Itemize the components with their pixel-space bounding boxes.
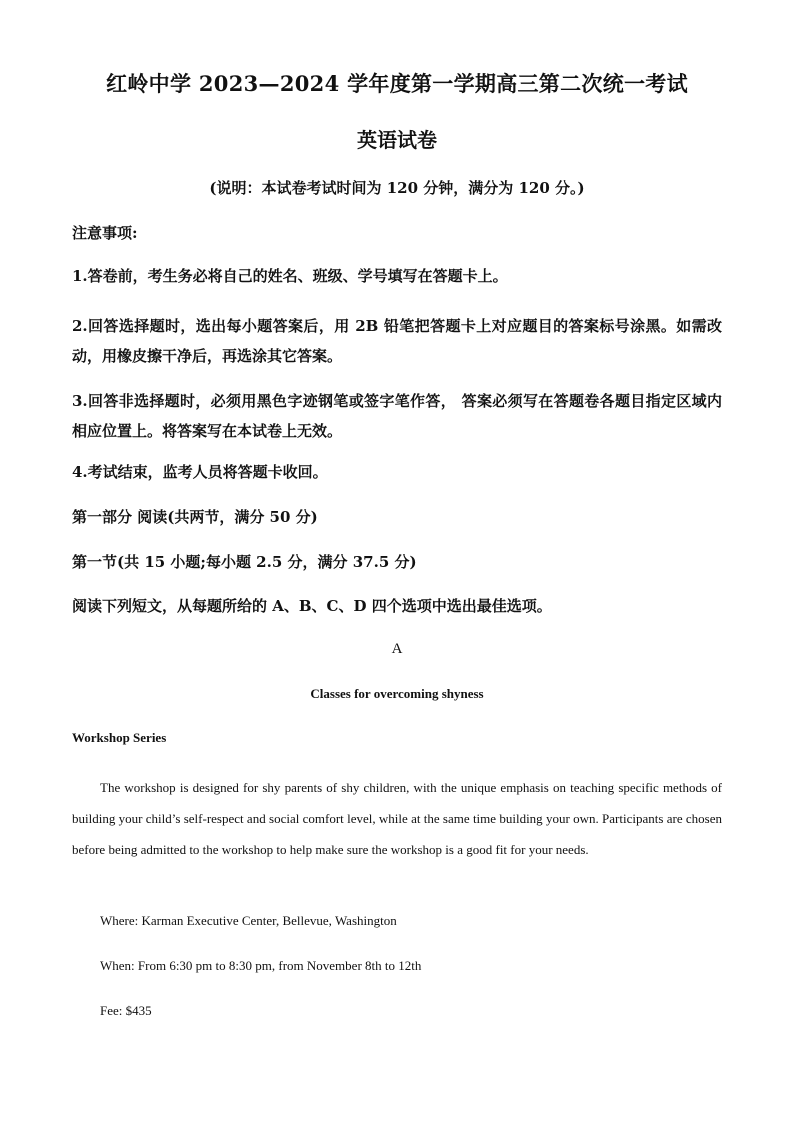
section-title: 第一节(共 15 小题;每小题 2.5 分，满分 37.5 分) [72,553,417,571]
instructions-heading: 注意事项: [72,224,138,242]
instruction-item-1: 1.答卷前，考生务必将自己的姓名、班级、学号填写在答题卡上。 [72,267,508,285]
workshop-when: When: From 6:30 pm to 8:30 pm, from November 8th to 12th [100,958,422,973]
passage-body: The workshop is designed for shy parents of shy children, with the unique emphasis on teaching specific methods of building your child’s self-respect and social comfort level, while at the same time building your own. Participants are chosen before being admitted to the workshop to help make sure the workshop is a good fit for your needs. [72,780,722,857]
passage-label: A [391,641,403,657]
exam-note: (说明：本试卷考试时间为 120 分钟，满分为 120 分。) [209,179,585,197]
instruction-item-2: 2.回答选择题时，选出每小题答案后，用 2B 铅笔把答题卡上对应题目的答案标号涂黑。如需改动，用橡皮擦干净后，再选涂其它答案。 [72,317,722,365]
passage-subheading: Workshop Series [72,730,167,745]
workshop-where: Where: Karman Executive Center, Bellevue, Washington [100,913,397,928]
instruction-item-3: 3.回答非选择题时，必须用黑色字迹钢笔或签字笔作答， 答案必须写在答题卷各题目指定区域内相应位置上。将答案写在本试卷上无效。 [72,392,722,440]
exam-title: 红岭中学 2023—2024 学年度第一学期高三第二次统一考试 [106,71,688,96]
reading-direction: 阅读下列短文，从每题所给的 A、B、C、D 四个选项中选出最佳选项。 [72,597,552,615]
exam-subtitle: 英语试卷 [357,128,437,152]
passage-title: Classes for overcoming shyness [310,686,484,701]
instruction-item-4: 4.考试结束，监考人员将答题卡收回。 [72,463,328,481]
part-title: 第一部分 阅读(共两节，满分 50 分) [72,508,318,526]
workshop-fee: Fee: $435 [100,1003,152,1018]
